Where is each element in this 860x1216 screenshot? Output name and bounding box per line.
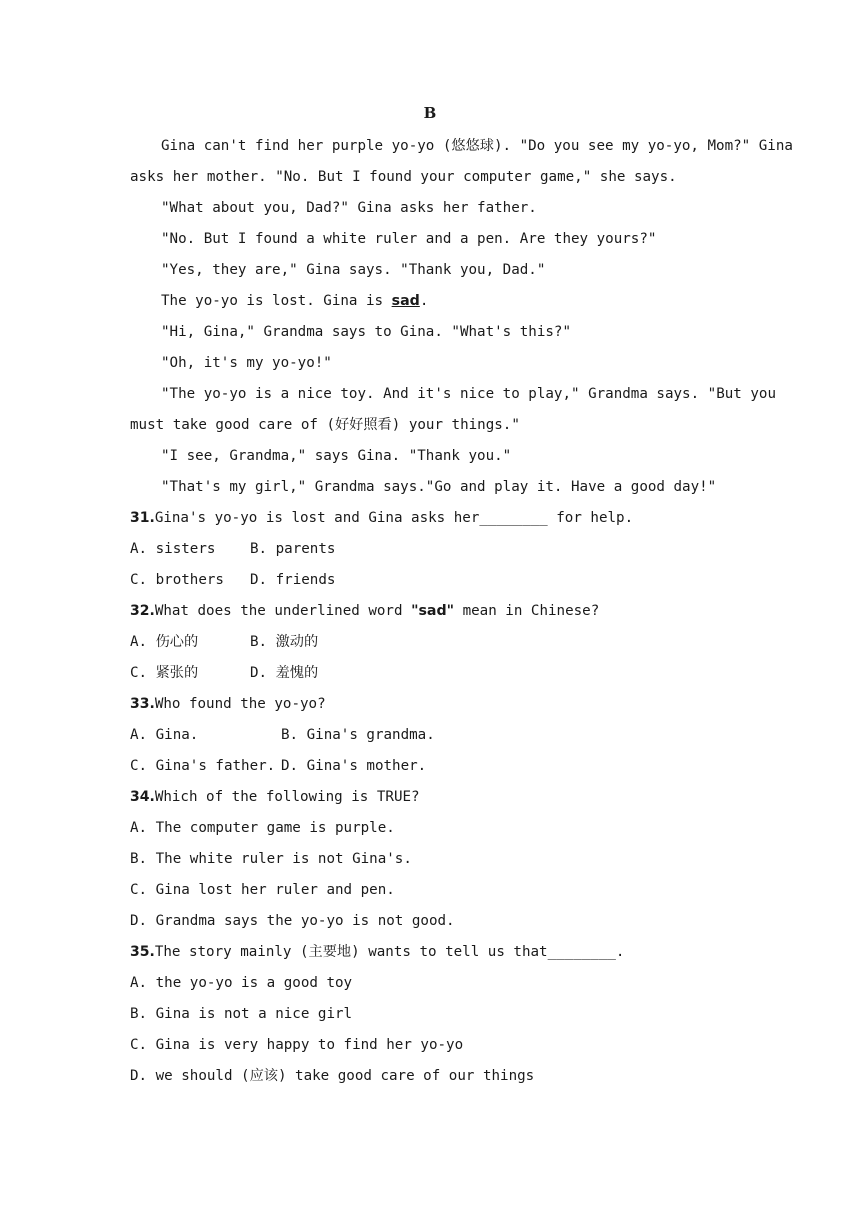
question-stem: What does the underlined word <box>154 603 412 619</box>
option-d: D. 羞愧的 <box>250 665 319 681</box>
option-a: A. the yo-yo is a good toy <box>130 975 353 991</box>
option-a: A. sisters <box>130 541 216 557</box>
question-32 <box>130 601 599 621</box>
passage-line: asks her mother. "No. But I found your computer game," she says. <box>130 169 677 185</box>
section-title: B <box>423 104 437 122</box>
question-33 <box>130 694 326 714</box>
question-stem: mean in Chinese? <box>454 603 600 619</box>
option-b: B. 激动的 <box>250 634 319 650</box>
passage-line: "I see, Grandma," says Gina. "Thank you." <box>161 448 512 464</box>
passage-line: "Yes, they are," Gina says. "Thank you, Dad." <box>161 262 546 278</box>
passage-line: "Hi, Gina," Grandma says to Gina. "What's this?" <box>161 324 571 340</box>
question-number: 35. <box>130 944 155 960</box>
quoted-word: "sad" <box>411 603 455 619</box>
option-c: C. Gina's father. <box>130 758 276 774</box>
question-stem: Who found the yo-yo? <box>154 696 326 712</box>
question-31 <box>130 508 633 528</box>
option-c: C. 紧张的 <box>130 665 199 681</box>
option-d: D. we should (应该) take good care of our things <box>130 1068 535 1084</box>
option-c: C. Gina lost her ruler and pen. <box>130 882 395 898</box>
option-d: D. friends <box>250 572 336 588</box>
question-stem: Gina's yo-yo is lost and Gina asks her________ for help. <box>154 510 634 526</box>
option-a: A. Gina. <box>130 727 199 743</box>
option-a: A. The computer game is purple. <box>130 820 395 836</box>
passage-line: "No. But I found a white ruler and a pen. Are they yours?" <box>161 231 657 247</box>
passage-line: "Oh, it's my yo-yo!" <box>161 355 332 371</box>
option-b: B. Gina's grandma. <box>281 727 435 743</box>
passage-line: "That's my girl," Grandma says."Go and play it. Have a good day!" <box>161 479 717 495</box>
option-c: C. brothers <box>130 572 224 588</box>
question-stem: Which of the following is TRUE? <box>154 789 420 805</box>
passage-line: Gina can't find her purple yo-yo (悠悠球). "Do you see my yo-yo, Mom?" Gina <box>161 138 793 154</box>
option-a: A. 伤心的 <box>130 634 199 650</box>
option-b: B. The white ruler is not Gina's. <box>130 851 412 867</box>
question-35 <box>130 942 624 962</box>
question-34 <box>130 787 420 807</box>
underlined-word: sad <box>391 293 420 309</box>
option-b: B. Gina is not a nice girl <box>130 1006 353 1022</box>
passage-line <box>161 291 428 311</box>
passage-text: . <box>419 293 429 309</box>
option-d: D. Grandma says the yo-yo is not good. <box>130 913 455 929</box>
option-b: B. parents <box>250 541 336 557</box>
passage-text: The yo-yo is lost. Gina is <box>161 293 392 309</box>
passage-line: "What about you, Dad?" Gina asks her father. <box>161 200 537 216</box>
passage-line: "The yo-yo is a nice toy. And it's nice to play," Grandma says. "But you <box>161 386 776 402</box>
question-number: 34. <box>130 789 155 805</box>
option-c: C. Gina is very happy to find her yo-yo <box>130 1037 464 1053</box>
question-number: 33. <box>130 696 155 712</box>
question-stem: The story mainly (主要地) wants to tell us that________. <box>154 944 625 960</box>
question-number: 32. <box>130 603 155 619</box>
question-number: 31. <box>130 510 155 526</box>
passage-line: must take good care of (好好照看) your things." <box>130 417 520 433</box>
option-d: D. Gina's mother. <box>281 758 427 774</box>
